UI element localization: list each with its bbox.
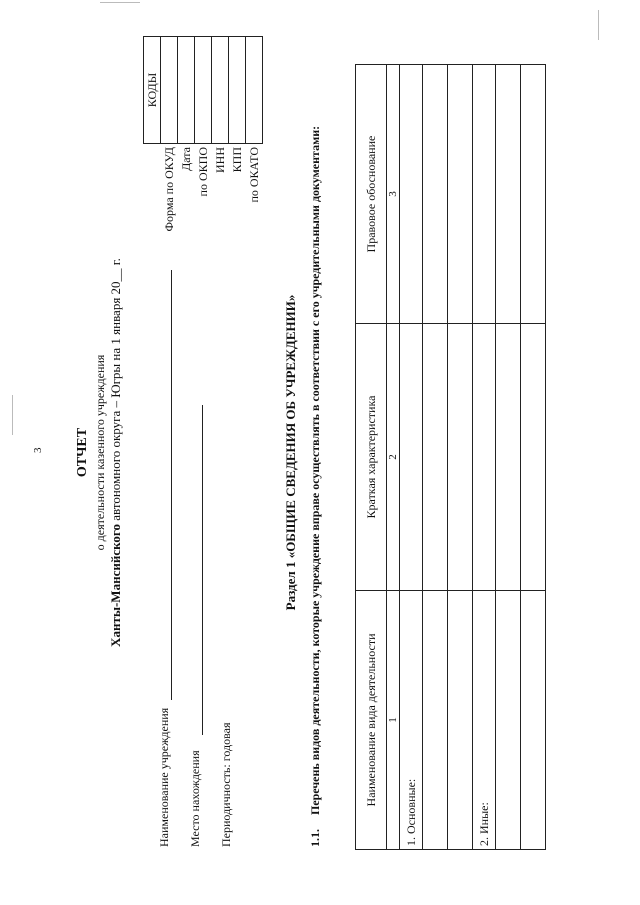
table-cell <box>448 590 473 849</box>
report-subtitle: о деятельности казенного учреждения <box>93 354 107 551</box>
code-label: ИНН <box>212 147 227 173</box>
activities-table <box>355 64 546 850</box>
location-field-line <box>202 405 203 735</box>
institution-field-line <box>171 270 172 700</box>
table-cell <box>473 324 496 591</box>
column-header: Правовое обоснование <box>356 65 387 324</box>
table-cell <box>496 324 521 591</box>
column-number: 1 <box>387 590 400 849</box>
section-paragraph <box>308 27 323 847</box>
codes-table <box>143 36 263 250</box>
table-cell <box>473 65 496 324</box>
region-name: Ханты-Мансийского <box>108 524 123 647</box>
table-cell <box>496 590 521 849</box>
code-value <box>195 37 212 144</box>
table-cell <box>423 590 448 849</box>
page-number: 3 <box>32 447 44 453</box>
code-label: Форма по ОКУД <box>161 147 176 232</box>
code-value <box>246 37 263 144</box>
code-label: Дата <box>178 147 193 171</box>
column-number: 2 <box>387 324 400 591</box>
table-cell <box>400 65 423 324</box>
table-cell <box>521 590 546 849</box>
group-label-main: 1. Основные: <box>400 590 423 849</box>
group-label-other: 2. Иные: <box>473 590 496 849</box>
code-value <box>161 37 178 144</box>
scan-artifact <box>12 395 13 435</box>
table-cell <box>521 65 546 324</box>
periodicity-label: Периодичность: годовая <box>219 722 233 847</box>
table-cell <box>448 324 473 591</box>
institution-label: Наименование учреждения <box>157 707 171 847</box>
table-cell <box>448 65 473 324</box>
column-header: Краткая характеристика <box>356 324 387 591</box>
scan-artifact <box>100 2 140 3</box>
paragraph-number: 1.1. <box>308 829 322 847</box>
scan-artifact <box>598 10 599 40</box>
code-value <box>178 37 195 144</box>
code-label: по ОКПО <box>195 147 210 197</box>
code-value <box>212 37 229 144</box>
code-value <box>229 37 246 144</box>
code-label: по ОКАТО <box>246 147 261 203</box>
table-cell <box>400 324 423 591</box>
region-date: автономного округа – Югры на 1 января 20__ г. <box>108 258 123 524</box>
report-title: ОТЧЕТ <box>75 427 90 478</box>
report-region-line <box>108 0 124 905</box>
paragraph-text: Перечень видов деятельности, которые учреждение вправе осуществлять в соответствии с его учредительными документами: <box>308 125 322 815</box>
location-label: Место нахождения <box>188 750 202 847</box>
table-cell <box>496 65 521 324</box>
section-title: Раздел 1 «ОБЩИЕ СВЕДЕНИЯ ОБ УЧРЕЖДЕНИИ» <box>283 294 298 611</box>
column-header: Наименование вида деятельности <box>356 590 387 849</box>
codes-header: КОДЫ <box>144 37 161 144</box>
column-number: 3 <box>387 65 400 324</box>
table-cell <box>521 324 546 591</box>
table-cell <box>423 324 448 591</box>
code-label: КПП <box>229 147 244 173</box>
table-cell <box>423 65 448 324</box>
